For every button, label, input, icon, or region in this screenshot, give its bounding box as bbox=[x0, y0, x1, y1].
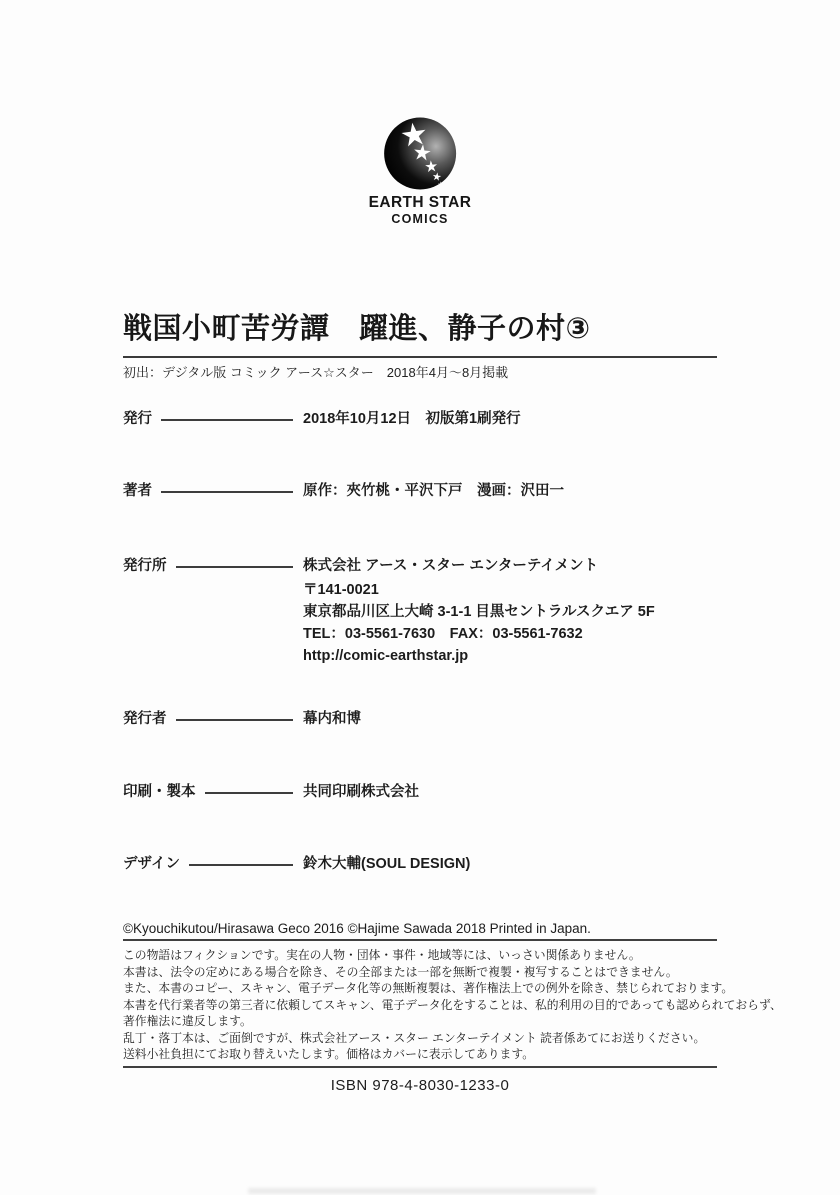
row-design bbox=[123, 854, 723, 875]
leader-line bbox=[176, 566, 294, 568]
row-label: 印刷・製本 bbox=[123, 784, 196, 800]
leader-line bbox=[205, 792, 294, 794]
title-divider bbox=[123, 356, 717, 358]
row-hakko bbox=[123, 409, 723, 430]
row-value: 株式会社 アース・スター エンターテイメント bbox=[303, 558, 599, 574]
legal-line: また、本書のコピー、スキャン、電子データ化等の無断複製は、著作権法上での例外を除き、禁じられております。 bbox=[123, 981, 734, 995]
copyright-line: ©Kyouchikutou/Hirasawa Geco 2016 ©Hajime Sawada 2018 Printed in Japan. bbox=[123, 921, 591, 936]
page-edge-print-artifact bbox=[248, 1188, 596, 1194]
legal-line: 著作権法に違反します。 bbox=[123, 1014, 252, 1028]
row-label: 著者 bbox=[123, 483, 152, 499]
leader-line bbox=[189, 864, 293, 866]
legal-notice-box bbox=[123, 939, 782, 1068]
publisher-postal-code: 〒141-0021 bbox=[303, 582, 379, 598]
publisher-url: http://comic-earthstar.jp bbox=[303, 648, 469, 664]
row-insatsu-seihon bbox=[123, 782, 723, 803]
isbn-number: ISBN 978-4-8030-1233-0 bbox=[330, 1077, 510, 1094]
row-hakkosho bbox=[123, 556, 723, 667]
row-value: 2018年10月12日 初版第1刷発行 bbox=[303, 411, 521, 427]
legal-line: 本書は、法令の定めにある場合を除き、その全部または一部を無断で複製・複写することはできません。 bbox=[123, 964, 678, 979]
row-value: 鈴木大輔(SOUL DESIGN) bbox=[303, 856, 471, 872]
row-value: 幕内和博 bbox=[303, 711, 361, 727]
row-value: 原作：夾竹桃・平沢下戸 漫画：沢田一 bbox=[303, 483, 564, 499]
leader-line bbox=[161, 491, 293, 493]
leader-line bbox=[176, 719, 294, 721]
row-label: 発行 bbox=[123, 411, 152, 427]
book-title: 戦国小町苦労譚 躍進、静子の村③ bbox=[123, 313, 591, 345]
row-label: 発行者 bbox=[123, 711, 167, 727]
publisher-address: 東京都品川区上大崎 3-1-1 目黒セントラルスクエア 5F bbox=[303, 604, 655, 620]
globe-with-stars-icon bbox=[384, 117, 457, 190]
legal-line: 乱丁・落丁本は、ご面倒ですが、株式会社アース・スター エンターテイメント 読者係あてにお送りください。 bbox=[123, 1030, 706, 1045]
row-hakkosha bbox=[123, 709, 723, 730]
leader-line bbox=[161, 419, 293, 421]
logo-text-comics: COMICS bbox=[391, 212, 449, 226]
earth-star-comics-logo bbox=[369, 117, 472, 226]
legal-line: 送料小社負担にてお取り替えいたします。価格はカバーに表示してあります。 bbox=[123, 1047, 535, 1061]
legal-line: この物語はフィクションです。実在の人物・団体・事件・地域等には、いっさい関係ありません。 bbox=[123, 948, 641, 962]
row-label: 発行所 bbox=[123, 558, 167, 574]
legal-line: 本書を代行業者等の第三者に依頼してスキャン、電子データ化をすることは、私的利用の目的であっても認められておらず、 bbox=[123, 997, 782, 1012]
row-chosha bbox=[123, 481, 723, 502]
first-publication-note: 初出：デジタル版 コミック アース☆スター 2018年4月～8月掲載 bbox=[123, 365, 509, 380]
publisher-tel-fax: TEL：03-5561-7630 FAX：03-5561-7632 bbox=[303, 626, 583, 642]
row-label: デザイン bbox=[123, 856, 180, 872]
row-value: 共同印刷株式会社 bbox=[303, 784, 419, 800]
logo-text-earth-star: EARTH STAR bbox=[368, 194, 472, 211]
